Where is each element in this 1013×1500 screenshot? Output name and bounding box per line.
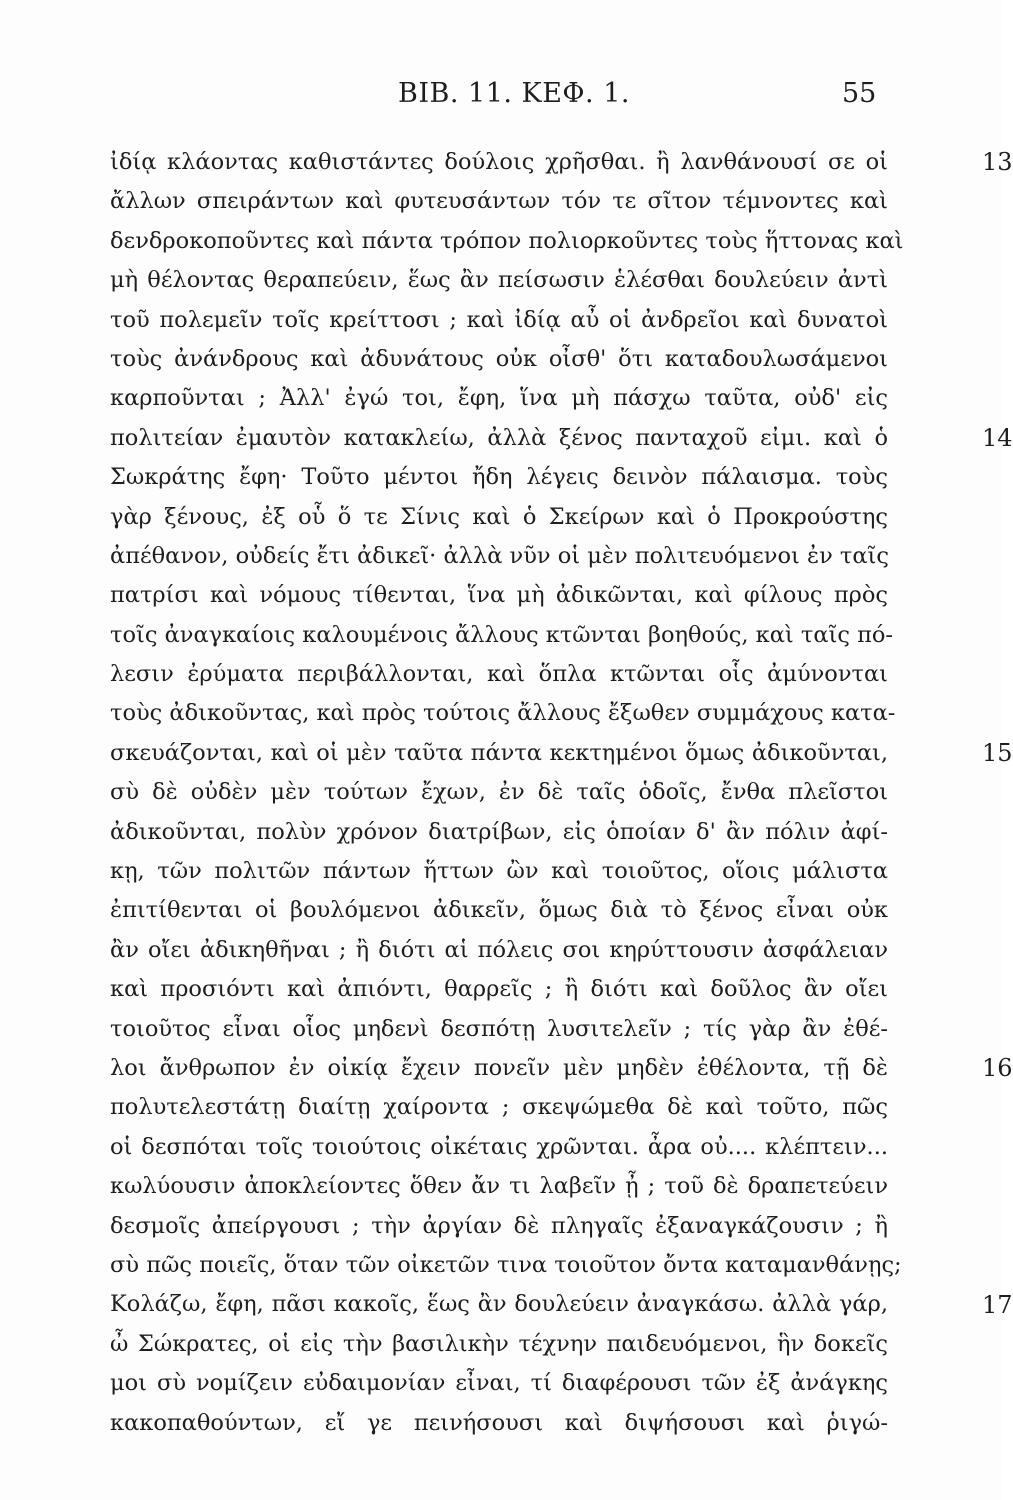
text-line: ὦ Σώκρατες, οἱ εἰς τὴν βασιλικὴν τέχνην παιδευόμενοι, ἣν δοκεῖς — [110, 1330, 888, 1357]
section-number: 15 — [982, 739, 1013, 767]
page-number: 55 — [842, 78, 877, 109]
running-head: ΒΙΒ. 11. ΚΕΦ. 1. — [398, 78, 630, 109]
text-line: ἰδίᾳ κλάοντας καθιστάντες δούλοις χρῆσθαι. ἢ λανθάνουσί σε οἱ — [110, 149, 888, 175]
text-line: γὰρ ξένους, ἐξ οὗ ὅ τε Σίνις καὶ ὁ Σκείρων καὶ ὁ Προκρούστης — [110, 503, 888, 530]
text-line: Σωκράτης ἔφη· Τοῦτο μέντοι ἤδη λέγεις δεινὸν πάλαισμα. τοὺς — [110, 464, 888, 491]
text-line: τοὺς ἀνάνδρους καὶ ἀδυνάτους οὐκ οἶσθ' ὅτι καταδουλωσάμενοι — [110, 345, 888, 372]
text-line: δεσμοῖς ἀπείργουσι ; τὴν ἀργίαν δὲ πληγαῖς ἐξαναγκάζουσιν ; ἢ — [110, 1212, 888, 1239]
text-line: μὴ θέλοντας θεραπεύειν, ἕως ἂν πείσωσιν ἑλέσθαι δουλεύειν ἀντὶ — [110, 267, 888, 294]
section-number: 17 — [982, 1290, 1013, 1319]
text-line: πολιτείαν ἐμαυτὸν κατακλείω, ἀλλὰ ξένος πανταχοῦ εἰμι. καὶ ὁ — [110, 424, 888, 451]
text-line: κακοπαθούντων, εἴ γε πεινήσουσι καὶ διψήσουσι καὶ ῥιγώ- — [110, 1409, 888, 1436]
text-line: Κολάζω, ἔφη, πᾶσι κακοῖς, ἕως ἂν δουλεύειν ἀναγκάσω. ἀλλὰ γάρ, — [110, 1291, 888, 1318]
text-line: τοιοῦτος εἶναι οἷος μηδενὶ δεσπότῃ λυσιτελεῖν ; τίς γὰρ ἂν ἐθέ- — [110, 1015, 888, 1042]
text-line: σὺ δὲ οὐδὲν μὲν τούτων ἔχων, ἐν δὲ ταῖς ὁδοῖς, ἔνθα πλεῖστοι — [110, 779, 888, 806]
text-line: οἱ δεσπόται τοῖς τοιούτοις οἰκέταις χρῶνται. ἆρα οὐ.... κλέπτειν... — [110, 1133, 888, 1160]
section-number: 14 — [982, 423, 1013, 452]
text-line: κωλύουσιν ἀποκλείοντες ὅθεν ἄν τι λαβεῖν ᾖ ; τοῦ δὲ δραπετεύειν — [110, 1173, 888, 1200]
text-line: τοὺς ἀδικοῦντας, καὶ πρὸς τούτοις ἄλλους ἔξωθεν συμμάχους κατα- — [110, 700, 896, 727]
text-line: καρποῦνται ; Ἀλλ' ἐγώ τοι, ἔφη, ἵνα μὴ πάσχω ταῦτα, οὐδ' εἰς — [110, 385, 888, 412]
text-line: ἀδικοῦνται, πολὺν χρόνον διατρίβων, εἰς ὁποίαν δ' ἂν πόλιν ἀφί- — [110, 818, 888, 845]
text-line: καὶ προσιόντι καὶ ἀπιόντι, θαρρεῖς ; ἢ διότι καὶ δοῦλος ἂν οἴει — [110, 976, 888, 1003]
section-number: 16 — [982, 1054, 1013, 1083]
text-line: μοι σὺ νομίζειν εὐδαιμονίαν εἶναι, τί διαφέρουσι τῶν ἐξ ἀνάγκης — [110, 1370, 888, 1397]
text-line: σκευάζονται, καὶ οἱ μὲν ταῦτα πάντα κεκτημένοι ὅμως ἀδικοῦνται, — [110, 739, 888, 766]
text-line: σὺ πῶς ποιεῖς, ὅταν τῶν οἰκετῶν τινα τοιοῦτον ὄντα καταμανθάνῃς; — [110, 1251, 902, 1278]
body-text — [110, 143, 1013, 1443]
text-line: ἄλλων σπειράντων καὶ φυτευσάντων τόν τε σῖτον τέμνοντες καὶ — [110, 188, 888, 215]
text-line: τοῖς ἀναγκαίοις καλουμένοις ἄλλους κτῶνται βοηθούς, καὶ ταῖς πό- — [110, 621, 894, 648]
text-line: ἐπιτίθενται οἱ βουλόμενοι ἀδικεῖν, ὅμως διὰ τὸ ξένος εἶναι οὐκ — [110, 897, 888, 924]
text-line: ἂν οἴει ἀδικηθῆναι ; ἢ διότι αἱ πόλεις σοι κηρύττουσιν ἀσφάλειαν — [110, 936, 888, 963]
text-line: δενδροκοποῦντες καὶ πάντα τρόπον πολιορκοῦντες τοὺς ἥττονας καὶ — [110, 227, 904, 254]
text-line: λεσιν ἐρύματα περιβάλλονται, καὶ ὅπλα κτῶνται οἷς ἀμύνονται — [110, 661, 888, 688]
text-line: πολυτελεστάτῃ διαίτῃ χαίροντα ; σκεψώμεθα δὲ καὶ τοῦτο, πῶς — [110, 1094, 888, 1121]
text-line: λοι ἄνθρωπον ἐν οἰκίᾳ ἔχειν πονεῖν μὲν μηδὲν ἐθέλοντα, τῇ δὲ — [110, 1054, 888, 1081]
text-line: ἀπέθανον, οὐδείς ἔτι ἀδικεῖ· ἀλλὰ νῦν οἱ μὲν πολιτευόμενοι ἐν ταῖς — [110, 542, 889, 569]
section-number: 13 — [982, 148, 1013, 176]
text-line: πατρίσι καὶ νόμους τίθενται, ἵνα μὴ ἀδικῶνται, καὶ φίλους πρὸς — [110, 582, 888, 609]
text-line: κῃ, τῶν πολιτῶν πάντων ἥττων ὢν καὶ τοιοῦτος, οἵοις μάλιστα — [110, 858, 888, 885]
text-line: τοῦ πολεμεῖν τοῖς κρείττοσι ; καὶ ἰδίᾳ αὖ οἱ ἀνδρεῖοι καὶ δυνατοὶ — [110, 306, 888, 333]
